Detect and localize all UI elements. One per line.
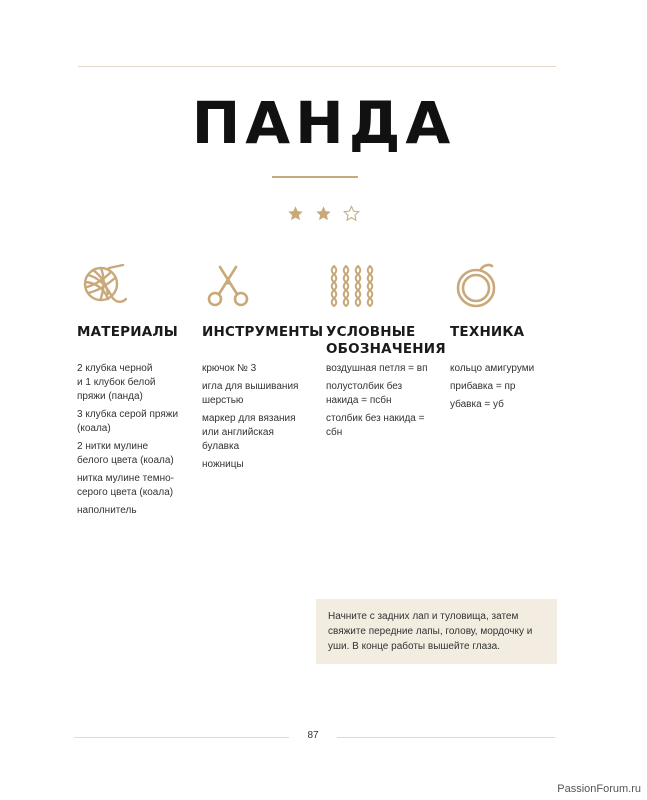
list-item: 2 клубка черной и 1 клубок белой пряжи (панда) (77, 363, 156, 402)
yarn-ball-icon (79, 262, 127, 310)
list-item: игла для вышивания шерстью (202, 381, 299, 406)
abbreviations-section (326, 262, 446, 438)
tools-section (202, 262, 324, 470)
star-empty-icon (343, 205, 360, 222)
technique-section (450, 262, 570, 410)
abbreviations-heading: УСЛОВНЫЕ ОБОЗНАЧЕНИЯ (326, 324, 446, 357)
list-item: наполнитель (77, 505, 137, 516)
scissors-icon (204, 262, 252, 310)
list-item: ножницы (202, 459, 244, 470)
page-title: ПАНДА (191, 89, 456, 157)
title-underline (272, 176, 358, 178)
materials-section (77, 262, 197, 516)
list-item: кольцо амигуруми (450, 363, 535, 374)
star-filled-icon (287, 205, 304, 222)
list-item: полустолбик без накида = псбн (326, 381, 403, 406)
list-item: убавка = уб (450, 399, 504, 410)
materials-heading: МАТЕРИАЛЫ (77, 324, 178, 340)
list-item: прибавка = пр (450, 381, 516, 392)
top-rule (78, 66, 556, 67)
list-item: воздушная петля = вп (326, 363, 428, 374)
page-number: 87 (307, 730, 319, 741)
tools-heading: ИНСТРУМЕНТЫ (202, 324, 324, 340)
list-item: 2 нитки мулине белого цвета (коала) (77, 441, 174, 466)
ring-icon (452, 262, 500, 310)
instruction-note: Начните с задних лап и туловища, затем свяжите передние лапы, голову, мордочку и уши. В конце работы вышейте глаза. (316, 599, 557, 664)
technique-heading: ТЕХНИКА (450, 324, 525, 340)
footer-rule-left (74, 737, 289, 738)
list-item: маркер для вязания или английская булавка (202, 413, 296, 452)
list-item: крючок № 3 (202, 363, 257, 374)
difficulty-rating (0, 203, 647, 222)
list-item: нитка мулине темно- серого цвета (коала) (77, 473, 174, 498)
star-filled-icon (315, 205, 332, 222)
knit-stitches-icon (328, 262, 376, 310)
list-item: 3 клубка серой пряжи (коала) (77, 409, 179, 434)
watermark: PassionForum.ru (557, 783, 641, 795)
list-item: столбик без накида = сбн (326, 413, 425, 438)
footer-rule-right (337, 737, 555, 738)
